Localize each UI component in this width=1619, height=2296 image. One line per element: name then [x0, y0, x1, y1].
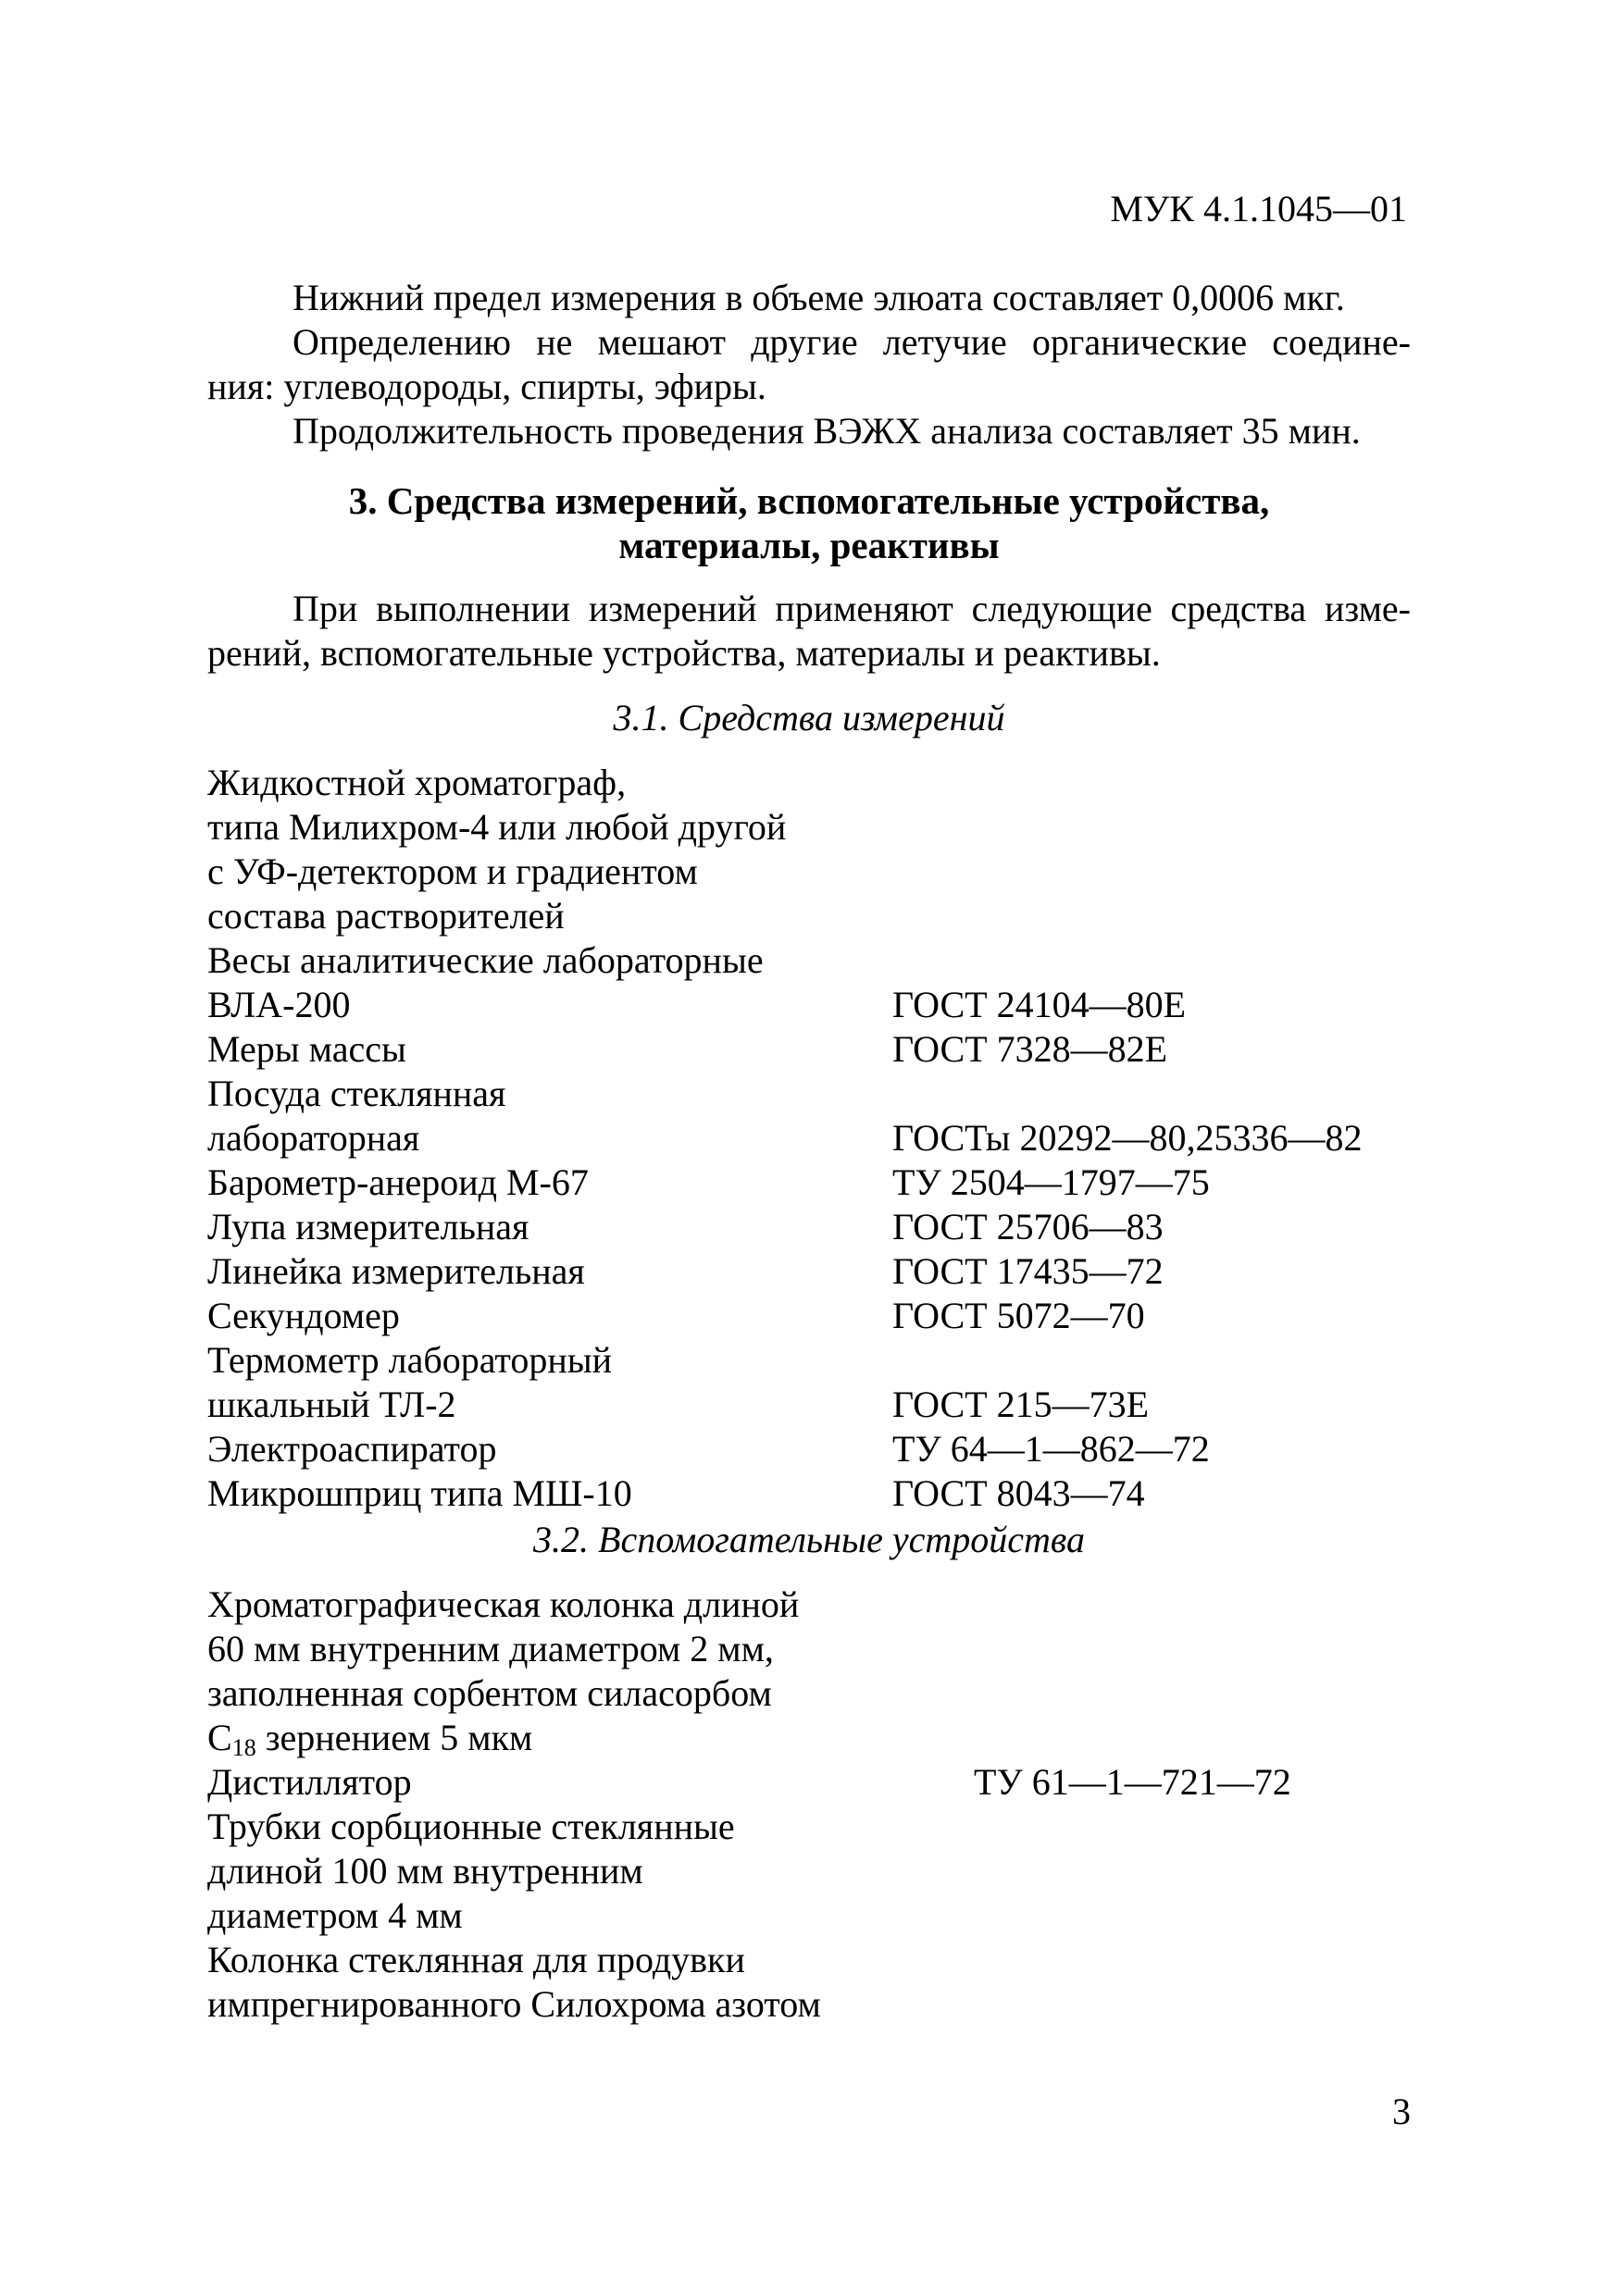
list-item [207, 1427, 1411, 1471]
list-item [207, 1383, 1411, 1426]
item-standard: ГОСТ 24104—80Е [892, 984, 1187, 1025]
item-name: диаметром 4 мм [207, 1894, 463, 1936]
item-name: Барометр-анероид М-67 [207, 1161, 589, 1203]
item-standard: ТУ 2504—1797—75 [892, 1161, 1210, 1203]
list-item [207, 1294, 1411, 1337]
item-standard: ГОСТ 215—73Е [892, 1384, 1150, 1425]
item-name-suffix: зернением 5 мкм [255, 1717, 533, 1758]
item-name: импрегнированного Силохрома азотом [207, 1983, 821, 2025]
list-item [207, 805, 1411, 849]
list-item [207, 1116, 1411, 1160]
document-code-header: МУК 4.1.1045—01 [1110, 188, 1407, 230]
subsection-3-2-title: 3.2. Вспомогательные устройства [533, 1519, 1085, 1560]
item-standard: ГОСТ 25706—83 [892, 1206, 1164, 1247]
item-standard: ГОСТ 7328—82Е [892, 1028, 1168, 1070]
list-item [207, 1072, 1411, 1115]
item-name: Термометр лабораторный [207, 1339, 613, 1381]
list-item [207, 1671, 1411, 1715]
list-item [207, 1338, 1411, 1382]
list-item [207, 850, 1411, 893]
item-name: Колонка стеклянная для продувки [207, 1939, 745, 1980]
item-name: Посуда стеклянная [207, 1073, 506, 1114]
item-name: Лупа измерительная [207, 1206, 529, 1247]
list-item [207, 1160, 1411, 1204]
item-name: Линейка измерительная [207, 1250, 585, 1292]
section-3-paragraph-line1: При выполнении измерений применяют следующие средства изме- [293, 588, 1411, 629]
list-item [207, 894, 1411, 937]
item-standard: ГОСТ 5072—70 [892, 1295, 1145, 1336]
subsection-3-1-title: 3.1. Средства измерений [613, 697, 1005, 738]
list-item [207, 1893, 1411, 1937]
page-number: 3 [1392, 2091, 1411, 2132]
section-3-title-line1: 3. Средства измерений, вспомогательные устройства, [348, 479, 1270, 522]
list-item [207, 1249, 1411, 1293]
item-name: состава растворителей [207, 895, 565, 937]
item-name: Жидкостной хроматограф, [207, 762, 627, 803]
item-name: Трубки сорбционные стеклянные [207, 1806, 735, 1847]
section-3-title-line2: материалы, реактивы [618, 524, 1000, 566]
paragraph-lower-limit: Нижний предел измерения в объеме элюата составляет 0,0006 мкг. [293, 277, 1345, 318]
item-standard: ГОСТ 17435—72 [892, 1250, 1164, 1292]
item-standard: ТУ 61—1—721—72 [974, 1761, 1291, 1803]
item-name: Секундомер [207, 1295, 400, 1336]
item-name [207, 1716, 532, 1759]
list-item [207, 1716, 1411, 1759]
item-name: Хроматографическая колонка длиной [207, 1583, 800, 1625]
item-name-prefix: С [207, 1717, 232, 1758]
item-name: 60 мм внутренним диаметром 2 мм, [207, 1628, 774, 1669]
item-name: типа Милихром-4 или любой другой [207, 806, 787, 848]
list-item [207, 1938, 1411, 1981]
paragraph-interference-line2: ния: углеводороды, спирты, эфиры. [207, 366, 766, 407]
paragraph-interference-line1: Определению не мешают другие летучие органические соедине- [293, 321, 1411, 363]
item-name-subscript: 18 [231, 1734, 256, 1761]
item-standard: ТУ 64—1—862—72 [892, 1428, 1210, 1470]
paragraph-duration: Продолжительность проведения ВЭЖХ анализа составляет 35 мин. [293, 410, 1361, 452]
list-item [207, 1760, 1411, 1804]
item-standard: ГОСТ 8043—74 [892, 1472, 1145, 1514]
section-3-paragraph-line2: рений, вспомогательные устройства, материалы и реактивы. [207, 632, 1161, 674]
item-name: Электроаспиратор [207, 1428, 497, 1470]
item-name: Весы аналитические лабораторные [207, 939, 764, 981]
item-name: лабораторная [207, 1117, 420, 1159]
item-name: шкальный ТЛ-2 [207, 1384, 456, 1425]
list-item [207, 1805, 1411, 1848]
item-name: заполненная сорбентом силасорбом [207, 1672, 772, 1714]
item-name: длиной 100 мм внутренним [207, 1850, 643, 1892]
list-item [207, 983, 1411, 1026]
list-item [207, 1627, 1411, 1670]
list-item [207, 1471, 1411, 1515]
item-name: Микрошприц типа МШ-10 [207, 1472, 632, 1514]
list-item [207, 1027, 1411, 1071]
list-item [207, 761, 1411, 804]
list-item [207, 1582, 1411, 1626]
list-item [207, 1205, 1411, 1248]
list-item [207, 938, 1411, 982]
item-name: Меры массы [207, 1028, 406, 1070]
item-name: Дистиллятор [207, 1761, 412, 1803]
item-name: ВЛА-200 [207, 984, 351, 1025]
item-standard: ГОСТы 20292—80,25336—82 [892, 1117, 1363, 1159]
list-item [207, 1849, 1411, 1893]
item-name: с УФ-детектором и градиентом [207, 850, 698, 892]
list-item [207, 1982, 1411, 2026]
